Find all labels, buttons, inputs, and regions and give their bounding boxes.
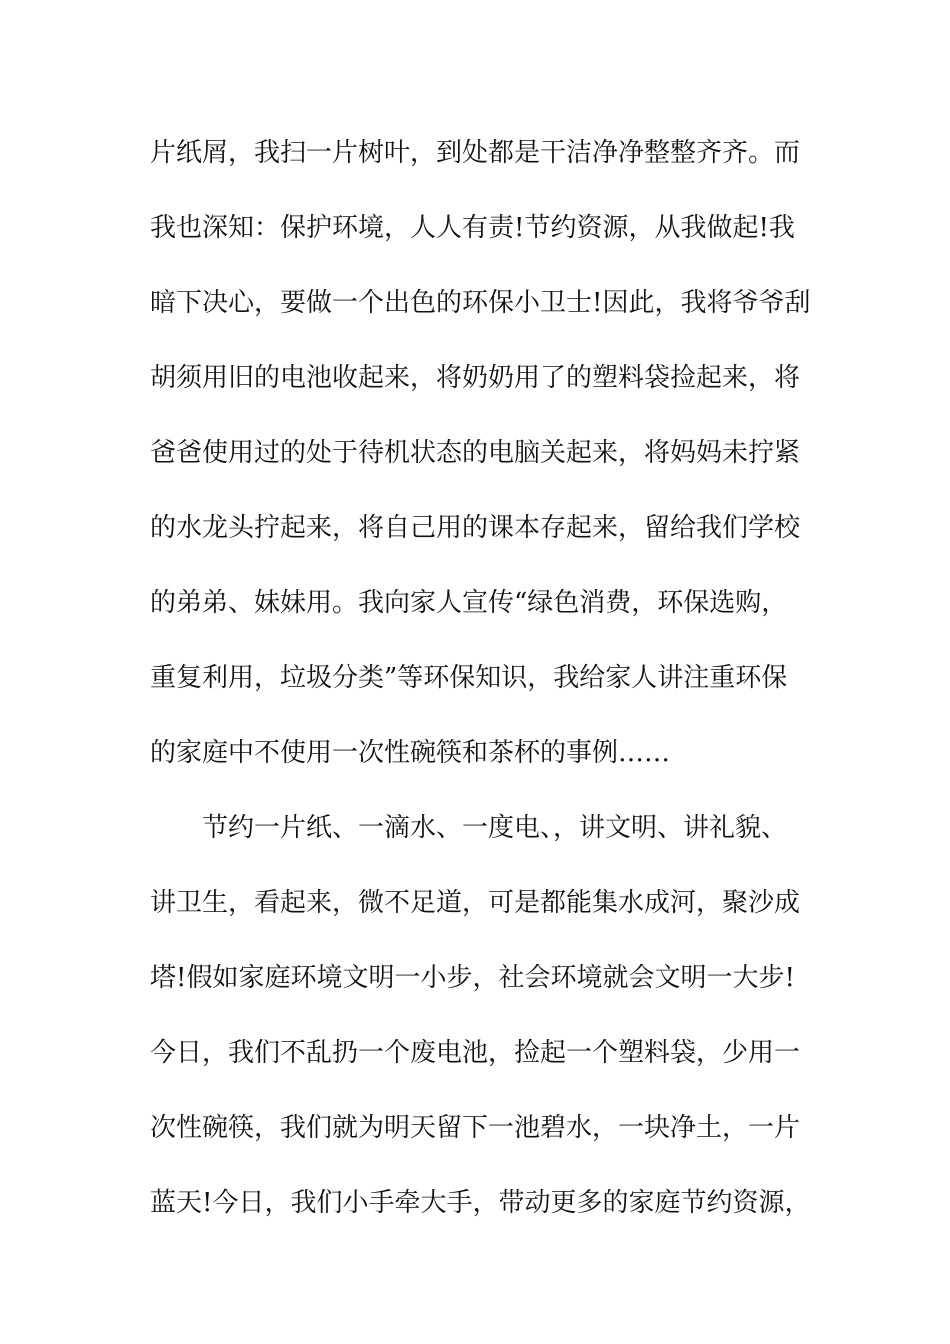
text-line: 今日，我们不乱扔一个废电池，捡起一个塑料袋，少用一	[150, 1038, 801, 1068]
text-line: 次性碗筷，我们就为明天留下一池碧水，一块净土，一片	[150, 1113, 801, 1143]
text-line: 塔!假如家庭环境文明一小步，社会环境就会文明一大步!	[150, 963, 795, 993]
text-line: 蓝天!今日，我们小手牵大手，带动更多的家庭节约资源，	[150, 1188, 811, 1218]
essay-body	[150, 132, 810, 1257]
text-line: 爸爸使用过的处于待机状态的电脑关起来，将妈妈未拧紧	[150, 438, 801, 468]
text-line: 我也深知：保护环境，人人有责!节约资源，从我做起!我	[150, 213, 795, 243]
text-line: 片纸屑，我扫一片树叶，到处都是干洁净净整整齐齐。而	[150, 138, 801, 168]
text-line: 的弟弟、妹妹用。我向家人宣传“绿色消费，环保选购，	[150, 588, 788, 618]
text-line: 讲卫生，看起来，微不足道，可是都能集水成河，聚沙成	[150, 888, 801, 918]
text-line: 的家庭中不使用一次性碗筷和茶杯的事例……	[150, 738, 671, 768]
text-line: 重复利用，垃圾分类”等环保知识，我给家人讲注重环保	[150, 663, 788, 693]
paragraph-start-line: 节约一片纸、一滴水、一度电、，讲文明、讲礼貌、	[150, 813, 788, 843]
text-line: 暗下决心，要做一个出色的环保小卫士!因此，我将爷爷刮	[150, 288, 811, 318]
text-line: 胡须用旧的电池收起来，将奶奶用了的塑料袋捡起来，将	[150, 363, 801, 393]
text-line: 的水龙头拧起来，将自己用的课本存起来，留给我们学校	[150, 513, 801, 543]
